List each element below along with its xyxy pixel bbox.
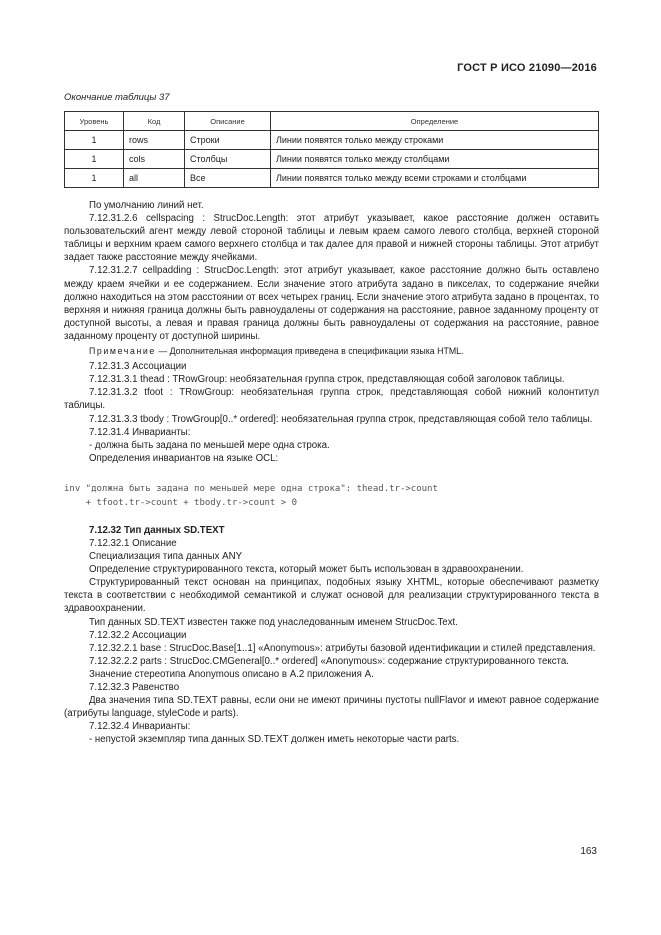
paragraph-cellpadding: 7.12.31.2.7 cellpadding : StrucDoc.Length: этот атрибут указывает, какое расстояние должно быть оставлено между краем ячейки и ее содержанием. Если значение этого атрибута задано в пикселах, то содержание ячейки должно находиться на этом расстоянии от всех четырех границ. Если значение этого атрибута задано в процентах, то верхняя и нижняя граница должны быть равноудалены от содержания на расстояние, равное заданному проценту от доступной высоты, а левая и правая граница должны быть равноудалены от содержания на расстояние, равное заданному проценту от доступной ширины. (64, 265, 599, 342)
code-line: inv "должна быть задана по меньшей мере одна строка": thead.tr->count (64, 483, 438, 494)
cell-definition: Линии появятся только между столбцами (271, 150, 599, 169)
paragraph: - непустой экземпляр типа данных SD.TEXT должен иметь некоторые части parts. (89, 734, 460, 746)
cell-level: 1 (65, 169, 124, 188)
section-heading: 7.12.32 Тип данных SD.TEXT (89, 524, 225, 536)
paragraph: 7.12.32.3 Равенство (89, 682, 180, 693)
col-header-description: Описание (185, 112, 271, 131)
paragraph: 7.12.31.3.2 tfoot : TRowGroup: необязательная группа строк, представляющая собой нижний колонтитул таблицы. (64, 387, 599, 412)
note-text: — Дополнительная информация приведена в спецификации языка HTML. (155, 346, 464, 357)
col-header-level: Уровень (65, 112, 124, 131)
paragraph: 7.12.32.2.2 parts : StrucDoc.CMGeneral[0..* ordered] «Anonymous»: содержание структурированного текста. (89, 655, 569, 667)
paragraph: Структурированный текст основан на принципах, подобных языку XHTML, которые обеспечивают разметку текста в соответствии с необходимой семантикой и служат основой для реализации структурированного текста в здравоохранении. (64, 577, 599, 615)
cell-description: Строки (185, 131, 271, 150)
paragraph: 7.12.32.2 Ассоциации (89, 629, 187, 641)
standard-header: ГОСТ Р ИСО 21090—2016 (457, 62, 597, 74)
cell-description: Все (185, 169, 271, 188)
paragraph-cellspacing: 7.12.31.2.6 cellspacing : StrucDoc.Length: этот атрибут указывает, какое расстояние должен оставить пользовательский агент между левой стороной таблицы и левым краем самого левого столбца, верхней стороной таблицы и верхним краем самого верхнего столбца и так далее для правой и нижней стороны таблицы. Этот атрибут задает также расстояние между ячейками. (64, 213, 599, 264)
note-label: Примечание (89, 346, 156, 357)
table-row (65, 150, 599, 169)
ocl-code-block (64, 482, 599, 510)
table-header-row (65, 112, 599, 131)
col-header-definition: Определение (271, 112, 599, 131)
paragraph: Тип данных SD.TEXT известен также под унаследованным именем StrucDoc.Text. (89, 616, 458, 628)
paragraph: Значение стереотипа Anonymous описано в А.2 приложения А. (89, 668, 374, 680)
cell-definition: Линии появятся только между строками (271, 131, 599, 150)
cell-definition: Линии появятся только между всеми строками и столбцами (271, 169, 599, 188)
body-text (64, 199, 599, 746)
paragraph: - должна быть задана по меньшей мере одна строка. (89, 439, 330, 451)
paragraph: Определения инвариантов на языке OCL: (89, 452, 279, 464)
cell-level: 1 (65, 131, 124, 150)
page-number: 163 (580, 846, 597, 857)
cell-code: rows (124, 131, 185, 150)
paragraph: Два значения типа SD.TEXT равны, если они не имеют причины пустоты nullFlavor и имеют равное содержание (атрибуты language, styleCode и parts). (64, 695, 599, 720)
table-caption: Окончание таблицы 37 (64, 92, 170, 103)
paragraph: 7.12.31.3.3 tbody : TrowGroup[0..* ordered]: необязательная группа строк, представляющая собой тело таблицы. (89, 413, 593, 425)
paragraph: 7.12.31.3.1 thead : TRowGroup: необязательная группа строк, представляющая собой заголовок таблицы. (89, 374, 565, 386)
col-header-code: Код (124, 112, 185, 131)
paragraph: Специализация типа данных ANY (89, 551, 243, 563)
table-37 (64, 111, 599, 188)
cell-code: cols (124, 150, 185, 169)
cell-code: all (124, 169, 185, 188)
cell-level: 1 (65, 150, 124, 169)
code-line: + tfoot.tr->count + tbody.tr->count > 0 (64, 497, 297, 508)
paragraph: 7.12.32.4 Инварианты: (89, 721, 191, 733)
paragraph: 7.12.31.4 Инварианты: (89, 426, 191, 438)
paragraph: 7.12.32.2.1 base : StrucDoc.Base[1..1] «Anonymous»: атрибуты базовой идентификации и стилей представления. (89, 642, 596, 654)
table-row (65, 131, 599, 150)
paragraph: По умолчанию линий нет. (89, 200, 204, 211)
paragraph: 7.12.32.1 Описание (89, 537, 177, 549)
table-row (65, 169, 599, 188)
paragraph: 7.12.31.3 Ассоциации (89, 361, 187, 373)
cell-description: Столбцы (185, 150, 271, 169)
note (64, 345, 599, 358)
paragraph: Определение структурированного текста, который может быть использован в здравоохранении. (89, 564, 524, 576)
